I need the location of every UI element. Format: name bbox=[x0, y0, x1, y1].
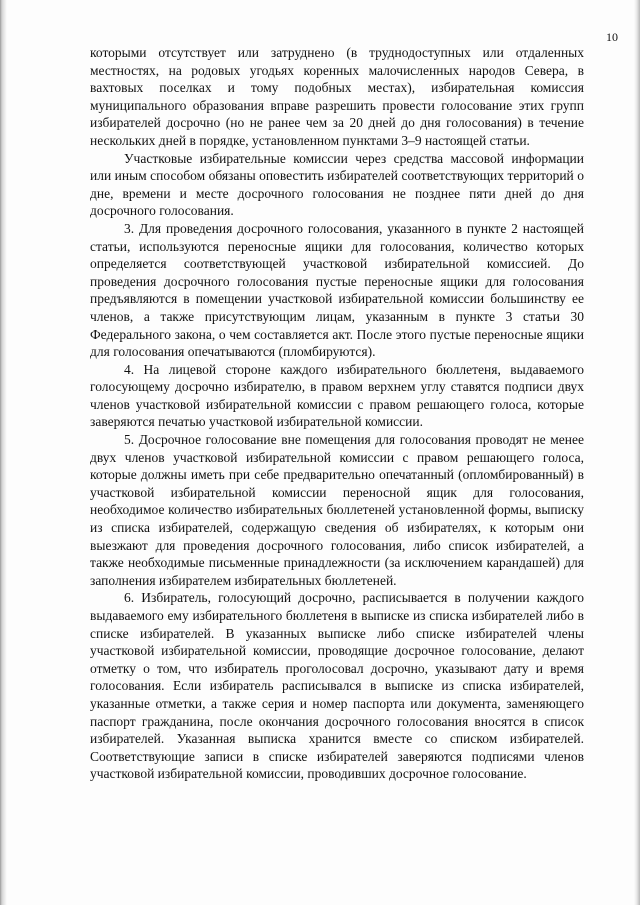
scan-right-edge bbox=[634, 0, 640, 905]
paragraph-continuation: которыми отсутствует или затруднено (в труднодоступных или отдаленных местностях, на родовых угодьях коренных малочисленных народов Севера, в вахтовых поселках и тому подобных местах), избирательная комиссия муниципального образования вправе разрешить провести голосование этих групп избирателей досрочно (но не ранее чем за 20 дней до дня голосования) в течение нескольких дней в порядке, установленном пунктами 3–9 настоящей статьи. bbox=[90, 45, 584, 148]
paragraph-item-6: 6. Избиратель, голосующий досрочно, расписывается в получении каждого выдаваемого ему избирательного бюллетеня в выписке из списка избирателей либо в списке избирателей. В указанных выписке либо списке избирателей члены участковой избирательной комиссии, проводящие досрочное голосование, делают отметку о том, что избиратель проголосовал досрочно, указывают дату и время голосования. Если избиратель расписывался в выписке из списка избирателей, указанные отметки, а также серия и номер паспорта или документа, заменяющего паспорт гражданина, после окончания досрочного голосования вносятся в список избирателей. Указанная выписка хранится вместе со списком избирателей. Соответствующие записи в списке избирателей заверяются подписями членов участковой избирательной комиссии, проводивших досрочное голосование. bbox=[90, 590, 584, 782]
paragraph-item-5: 5. Досрочное голосование вне помещения для голосования проводят не менее двух членов участковой избирательной комиссии с правом решающего голоса, которые должны иметь при себе предварительно опечатанный (опломбированный) в участковой избирательной комиссии переносной ящик для голосования, необходимое количество избирательных бюллетеней установленной формы, выписку из списка избирателей, содержащую сведения об избирателях, к которым они выезжают для проведения досрочного голосования, либо список избирателей, а также необходимые письменные принадлежности (за исключением карандашей) для заполнения избирателем избирательных бюллетеней. bbox=[90, 432, 584, 588]
paragraph-item-3: 3. Для проведения досрочного голосования, указанного в пункте 2 настоящей статьи, используются переносные ящики для голосования, количество которых определяется соответствующей участковой избирательной комиссией. До проведения досрочного голосования пустые переносные ящики для голосования предъявляются в помещении участковой избирательной комиссии большинству ее членов, а также присутствующим лицам, указанным в пункте 3 статьи 30 Федерального закона, о чем составляется акт. После этого пустые переносные ящики для голосования опечатываются (пломбируются). bbox=[90, 220, 584, 360]
paragraph-notification: Участковые избирательные комиссии через средства массовой информации или иным способом обязаны оповестить избирателей соответствующих территорий о дне, времени и месте досрочного голосования не позднее пяти дней до дня досрочного голосования. bbox=[90, 150, 584, 219]
page-number: 10 bbox=[606, 30, 618, 44]
document-body bbox=[90, 44, 584, 783]
scan-left-edge bbox=[0, 0, 7, 905]
paragraph-item-4: 4. На лицевой стороне каждого избирательного бюллетеня, выдаваемого голосующему досрочно избирателю, в правом верхнем углу ставятся подписи двух членов участковой избирательной комиссии с правом решающего голоса, которые заверяются печатью участковой избирательной комиссии. bbox=[90, 361, 584, 430]
